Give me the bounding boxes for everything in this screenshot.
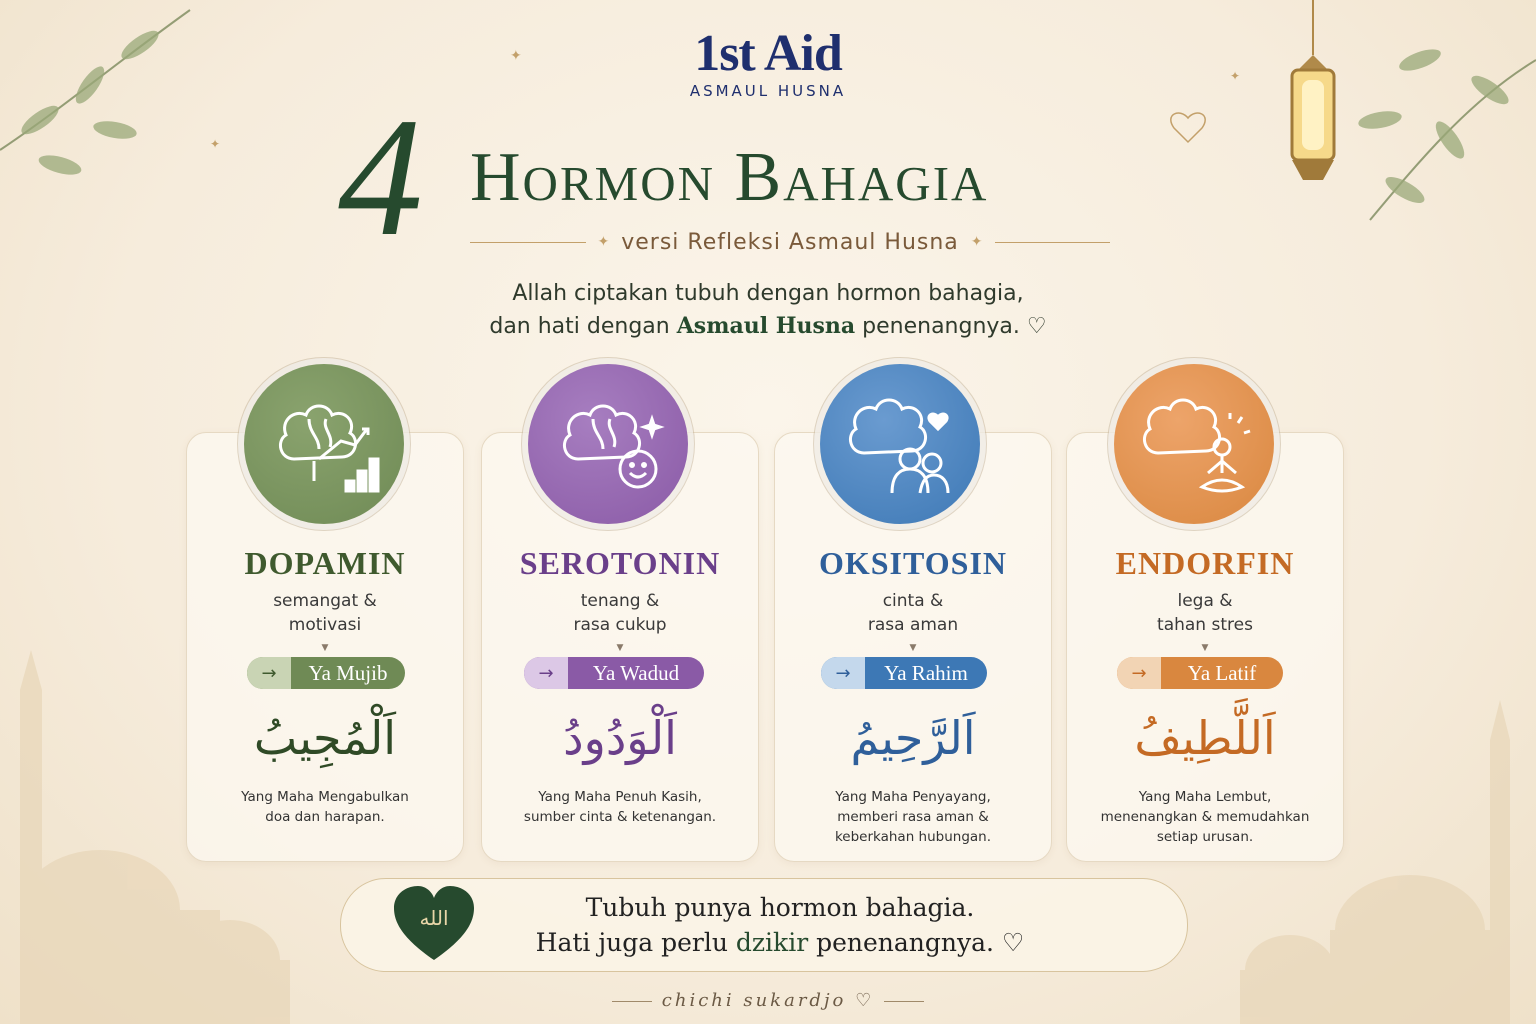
arabic-name: اَلرَّحِيمُ [850,711,976,765]
hormone-name: ENDORFIN [1115,545,1295,581]
hormone-desc-1: semangat & [273,591,377,611]
arabic-name: اَلْوَدُودُ [563,711,677,765]
hormone-desc-2: motivasi [288,615,362,635]
closing-text [480,890,1080,960]
meaning-2: doa dan harapan. [265,809,385,825]
brain-smile-icon [528,364,688,524]
intro-highlight: Asmaul Husna [676,313,856,339]
meaning-1: Yang Maha Penuh Kasih, [538,789,702,805]
intro-line-2 [0,310,1536,343]
asma-label: Ya Latif [1187,660,1257,685]
meaning-2: memberi rasa aman & [837,809,989,825]
svg-text:✦: ✦ [510,48,522,64]
heart-badge [392,884,476,964]
hormone-desc-2: rasa aman [867,615,959,635]
closing-line-1: Tubuh punya hormon bahagia. [585,893,975,922]
meaning-1: Yang Maha Penyayang, [835,789,991,805]
asma-pill [247,657,405,689]
asma-label: Ya Rahim [884,660,968,685]
asma-pill [1117,657,1283,689]
arabic-name: اَلْمُجِيبُ [253,711,397,765]
meaning-1: Yang Maha Mengabulkan [241,789,409,805]
asma-meaning [785,787,1041,847]
hormone-description [482,589,758,637]
hormone-desc-2: rasa cukup [573,615,667,635]
meaning-2: menenangkan & memudahkan [1100,809,1310,825]
arabic-name: اَللَّطِيفُ [1134,711,1276,765]
closing-highlight: dzikir [735,928,809,957]
allah-calligraphy: الله [419,906,449,930]
closing-line-2 [480,925,1080,960]
down-triangle-icon: ▼ [616,643,624,653]
svg-text:✦: ✦ [210,137,221,151]
closing-line-2-pre: Hati juga perlu [535,928,736,957]
hormone-desc-1: cinta & [882,591,944,611]
intro-line-2-post: penenangnya. ♡ [855,314,1047,339]
svg-text:✦: ✦ [1230,69,1241,83]
intro-text [0,278,1536,343]
page-subtitle: versi Refleksi Asmaul Husna [621,229,959,255]
asma-meaning [197,787,453,827]
meaning-1: Yang Maha Lembut, [1138,789,1272,805]
hormone-description [1067,589,1343,637]
hormone-description [187,589,463,637]
brain-meditation-icon [1114,364,1274,524]
down-triangle-icon: ▼ [1201,643,1209,653]
brand-logo [0,25,1536,100]
signature-text: chichi sukardjo ♡ [661,990,875,1011]
hormone-name: DOPAMIN [244,545,406,581]
arrow-right-icon: → [1117,657,1161,689]
intro-line-2-pre: dan hati dengan [489,314,677,339]
asma-meaning [1077,787,1333,847]
subtitle-row: ✦ versi Refleksi Asmaul Husna ✦ [470,228,1110,256]
hormone-name: SEROTONIN [519,545,721,581]
asma-pill [524,657,704,689]
arrow-right-icon: → [247,657,291,689]
meaning-3: keberkahan hubungan. [834,829,992,845]
meaning-3: setiap urusan. [1156,829,1254,845]
asma-meaning [492,787,748,827]
down-triangle-icon: ▼ [321,643,329,653]
hormone-name: OKSITOSIN [818,545,1008,581]
hormone-desc-1: lega & [1177,591,1233,611]
arrow-right-icon: → [821,657,865,689]
brain-hug-icon [820,364,980,524]
intro-line-1: Allah ciptakan tubuh dengan hormon bahagia, [512,281,1024,306]
closing-line-2-post: penenangnya. ♡ [808,928,1025,957]
hormone-description [775,589,1051,637]
title-number: 4 [338,83,423,271]
brain-growth-icon [244,364,404,524]
signature [0,990,1536,1011]
hormone-desc-2: tahan stres [1157,615,1253,635]
meaning-2: sumber cinta & ketenangan. [523,809,717,825]
asma-label: Ya Wadud [592,660,680,685]
brand-name: 1st Aid [694,25,842,82]
brand-subtitle: ASMAUL HUSNA [689,82,847,100]
asma-label: Ya Mujib [308,660,388,685]
arrow-right-icon: → [524,657,568,689]
hormone-desc-1: tenang & [580,591,660,611]
page-title: Hormon Bahagia [470,139,989,216]
asma-pill [821,657,987,689]
down-triangle-icon: ▼ [909,643,917,653]
